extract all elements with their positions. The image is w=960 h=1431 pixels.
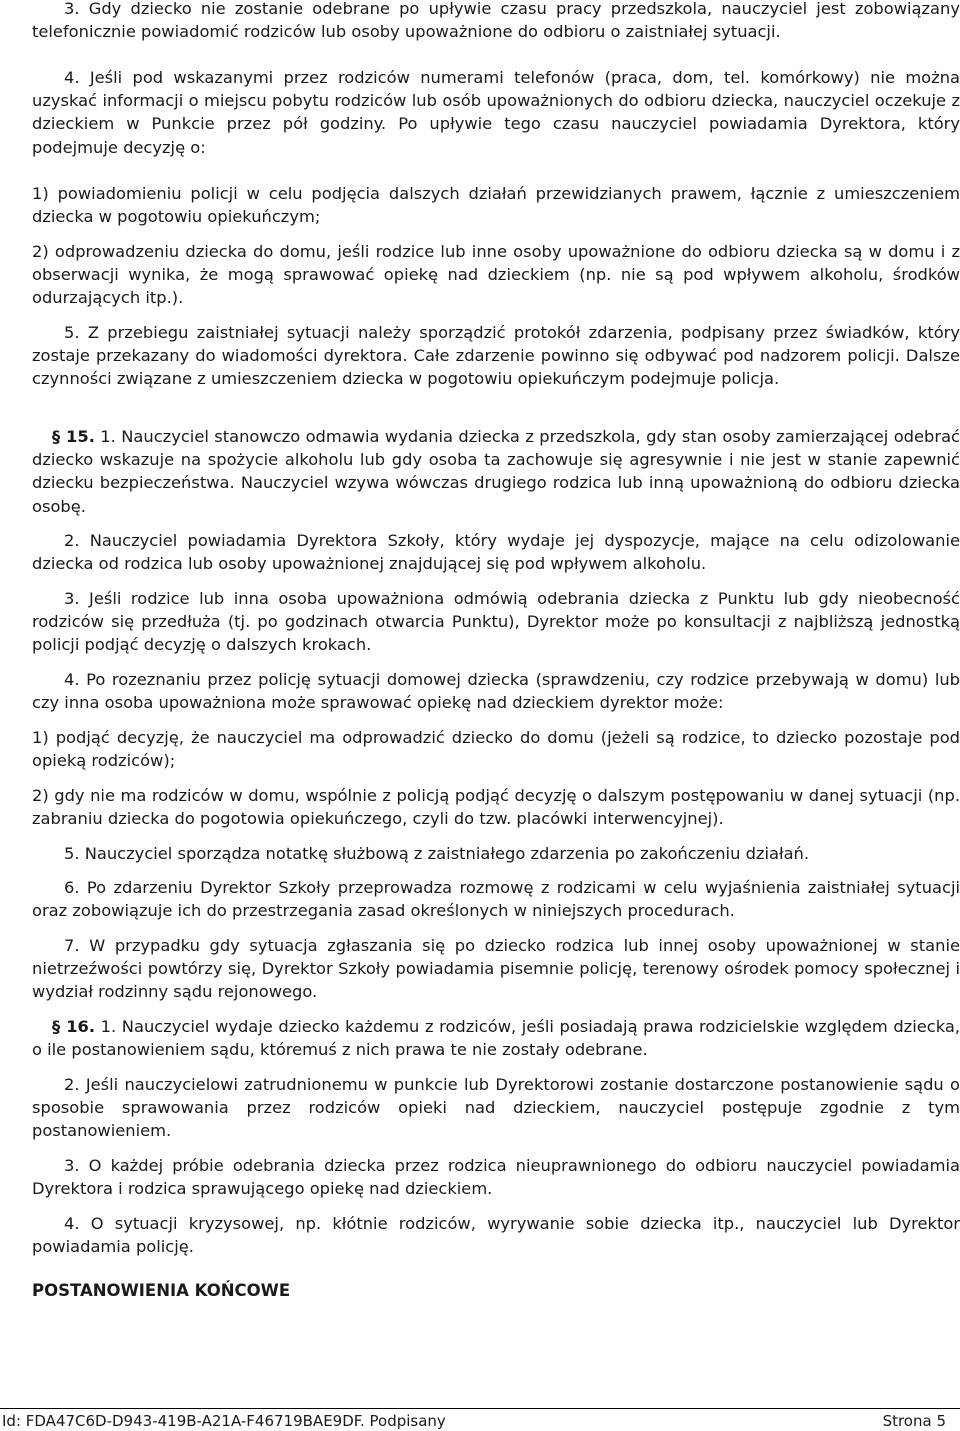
section-16-point-2: 2. Jeśli nauczycielowi zatrudnionemu w punkcie lub Dyrektorowi zostanie dostarczone postanowienie sądu o sposobie sprawowania przez rodziców opieki nad dzieckiem, nauczyciel postępuje zgodnie z tym postanowieniem. (32, 1075, 960, 1141)
section-15-point-7: 7. W przypadku gdy sytuacja zgłaszania się po dziecko rodzica lub innej osoby upoważnionej w stanie nietrzeźwości powtórzy się, Dyrektor Szkoły powiadamia pisemnie policję, terenowy ośrodek pomocy społecznej i wydział rodzinny sądu rejonowego. (32, 936, 960, 1002)
paragraph-4-item-2: 2) odprowadzeniu dziecka do domu, jeśli rodzice lub inne osoby upoważnione do odbioru dziecka są w domu i z obserwacji wynika, że mogą sprawować opiekę nad dzieckiem (np. nie są pod wpływem alkoholu, środków odurzających itp.). (32, 242, 960, 308)
section-16-point-4: 4. O sytuacji kryzysowej, np. kłótnie rodziców, wyrywanie sobie dziecka itp., nauczyciel lub Dyrektor powiadamia policję. (32, 1214, 960, 1257)
section-15-label: § 15. (52, 427, 95, 446)
section-15-point-1 (32, 425, 960, 518)
section-15-point-5: 5. Nauczyciel sporządza notatkę służbową z zaistniałego zdarzenia po zakończeniu działań. (64, 844, 810, 863)
section-16-label: § 16. (52, 1017, 96, 1036)
document-id: Id: FDA47C6D-D943-419B-A21A-F46719BAE9DF. Podpisany (2, 1412, 446, 1430)
section-15-point-4-item-2: 2) gdy nie ma rodziców w domu, wspólnie z policją podjąć decyzję o dalszym postępowaniu w danej sytuacji (np. zabraniu dziecka do pogotowia opiekuńczego, czyli do tzw. placówki interwencyjnej). (32, 786, 960, 829)
paragraph-4: 4. Jeśli pod wskazanymi przez rodziców numerami telefonów (praca, dom, tel. komórkowy) nie można uzyskać informacji o miejscu pobytu rodziców lub osób upoważnionych do odbioru dziecka, nauczyciel oczekuje z dzieckiem w Punkcie przez pół godziny. Po upływie tego czasu nauczyciel powiadamia Dyrektora, który podejmuje decyzję o: (32, 68, 960, 157)
section-16-point-1 (32, 1015, 960, 1061)
section-15-point-4: 4. Po rozeznaniu przez policję sytuacji domowej dziecka (sprawdzeniu, czy rodzice przebywają w domu) lub czy inna osoba upoważniona może sprawować opiekę nad dzieckiem dyrektor może: (32, 670, 960, 713)
final-provisions-heading: POSTANOWIENIA KOŃCOWE (32, 1281, 291, 1300)
section-16-point-3: 3. O każdej próbie odebrania dziecka przez rodzica nieuprawnionego do odbioru nauczyciel powiadamia Dyrektora i rodzica sprawującego opiekę nad dzieckiem. (32, 1156, 960, 1199)
section-16-point-1-text: 1. Nauczyciel wydaje dziecko każdemu z rodziców, jeśli posiadają prawa rodzicielskie względem dziecka, o ile postanowieniem sądu, któremuś z nich prawa te nie zostały odebrane. (32, 1017, 960, 1060)
page-number: Strona 5 (882, 1412, 946, 1430)
section-15-point-1-text: 1. Nauczyciel stanowczo odmawia wydania dziecka z przedszkola, gdy stan osoby zamierzającej odebrać dziecko wskazuje na spożycie alkoholu lub gdy osoba ta zachowuje się agresywnie i nie jest w stanie zapewnić dziecku bezpieczeństwa. Nauczyciel wzywa wówczas drugiego rodzica lub inną upoważnioną do odbioru dziecka osobę. (32, 427, 960, 516)
section-15-point-4-item-1: 1) podjąć decyzję, że nauczyciel ma odprowadzić dziecko do domu (jeżeli są rodzice, to dziecko pozostaje pod opieką rodziców); (32, 728, 960, 771)
section-15-point-2: 2. Nauczyciel powiadamia Dyrektora Szkoły, który wydaje jej dyspozycje, mające na celu odizolowanie dziecka od rodzica lub osoby upoważnionej znajdującej się pod wpływem alkoholu. (32, 531, 960, 574)
section-15-point-6: 6. Po zdarzeniu Dyrektor Szkoły przeprowadza rozmowę z rodzicami w celu wyjaśnienia zaistniałej sytuacji oraz zobowiązuje ich do przestrzegania zasad określonych w niniejszych procedurach. (32, 878, 960, 921)
paragraph-3: 3. Gdy dziecko nie zostanie odebrane po upływie czasu pracy przedszkola, nauczyciel jest zobowiązany telefonicznie powiadomić rodziców lub osoby upoważnione do odbioru o zaistniałej sytuacji. (32, 0, 960, 42)
paragraph-5: 5. Z przebiegu zaistniałej sytuacji należy sporządzić protokół zdarzenia, podpisany przez świadków, który zostaje przekazany do wiadomości dyrektora. Całe zdarzenie powinno się odbywać pod nadzorem policji. Dalsze czynności związane z umieszczeniem dziecka w pogotowiu opiekuńczym podejmuje policja. (32, 323, 960, 389)
paragraph-4-item-1: 1) powiadomieniu policji w celu podjęcia dalszych działań przewidzianych prawem, łącznie z umieszczeniem dziecka w pogotowiu opiekuńczym; (32, 184, 960, 227)
section-15-point-3: 3. Jeśli rodzice lub inna osoba upoważniona odmówią odebrania dziecka z Punktu lub gdy nieobecność rodziców się przedłuża (tj. po godzinach otwarcia Punktu), Dyrektor może po konsultacji z najbliższą jednostką policji podjąć decyzję o dalszych krokach. (32, 589, 960, 655)
